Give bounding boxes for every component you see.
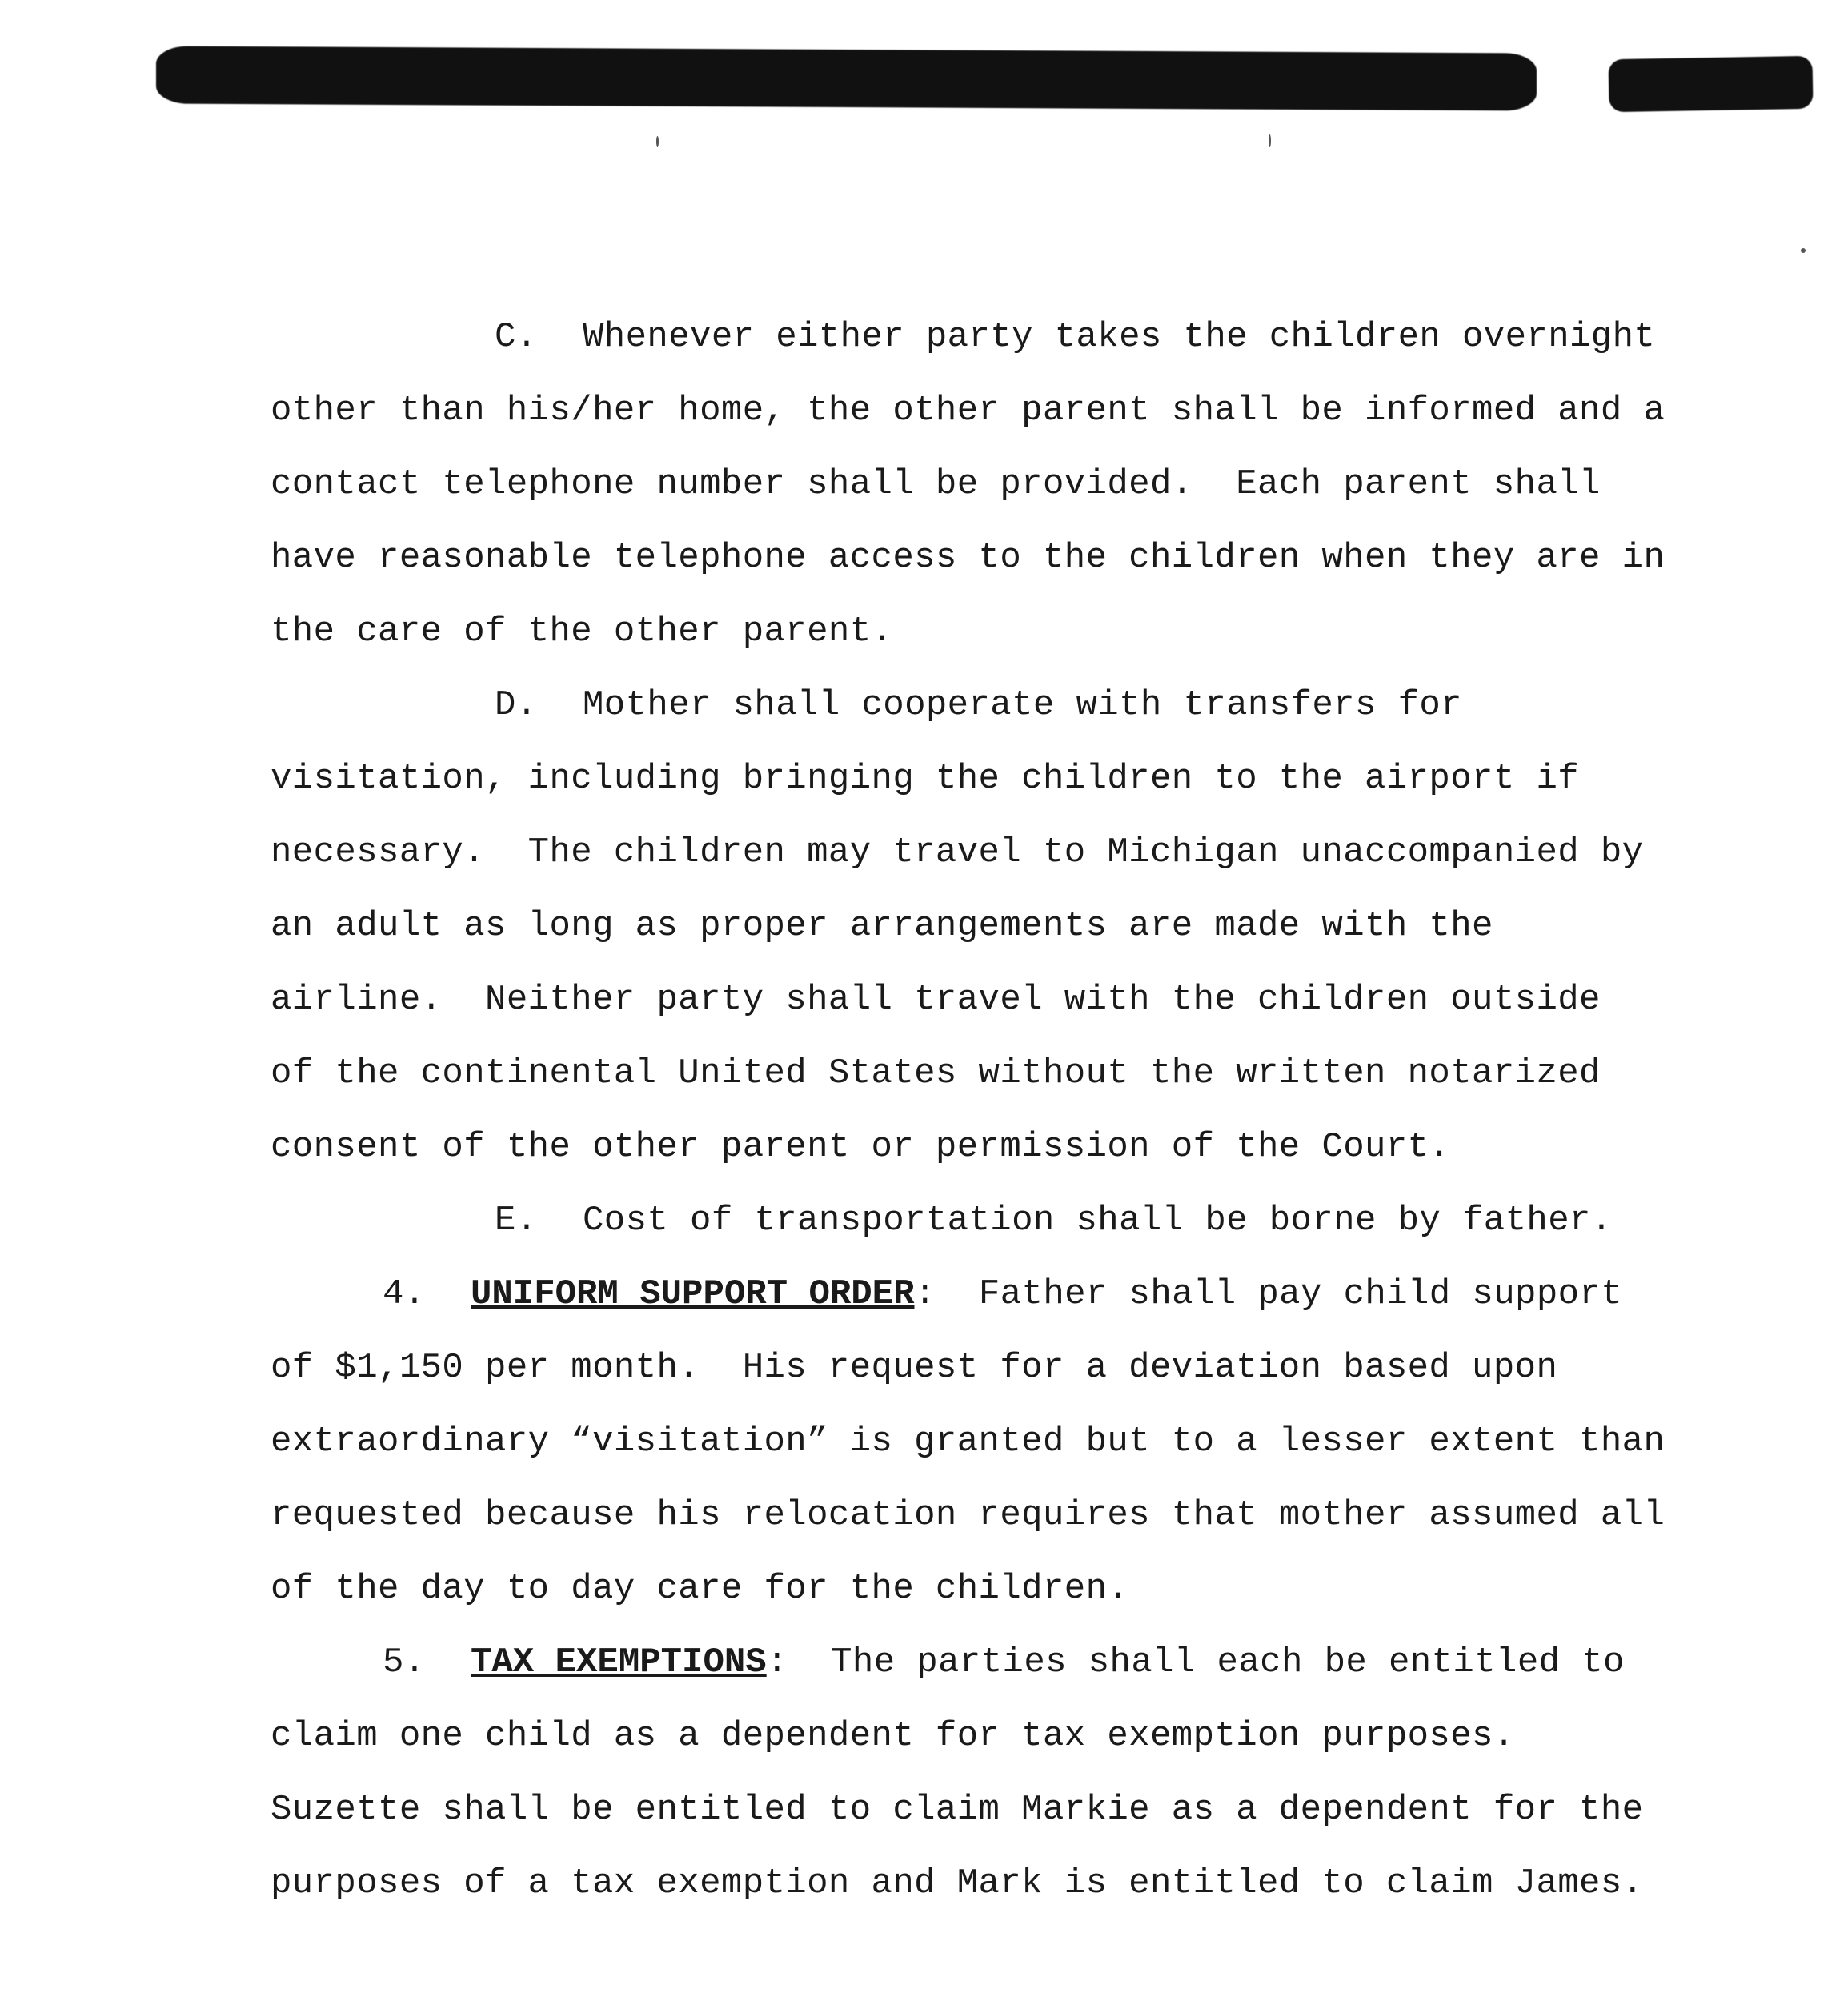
paragraph-d-line: airline. Neither party shall travel with the children outside (271, 980, 1601, 1020)
paragraph-d-first-line: D. Mother shall cooperate with transfers for (271, 668, 1759, 742)
section-4-heading: UNIFORM SUPPORT ORDER (471, 1274, 915, 1314)
paragraph-d-line: visitation, including bringing the children to the airport if (271, 759, 1580, 799)
section-5-line: claim one child as a dependent for tax exemption purposes. (271, 1716, 1515, 1756)
paragraph-c-first-line: C. Whenever either party takes the children overnight (271, 300, 1759, 374)
section-5-line: Suzette shall be entitled to claim Markie as a dependent for the (271, 1790, 1644, 1830)
section-4-number: 4. (383, 1274, 426, 1314)
paragraph-c-line: other than his/her home, the other parent shall be informed and a (271, 391, 1666, 431)
scan-speck (1801, 248, 1806, 253)
paragraph-c-line: have reasonable telephone access to the children when they are in (271, 538, 1666, 578)
redaction-bar-small (1608, 56, 1813, 112)
paragraph-c-line: contact telephone number shall be provided. Each parent shall (271, 464, 1601, 504)
section-4-first-line: 4. UNIFORM SUPPORT ORDER: Father shall pay child support (271, 1257, 1759, 1331)
paragraph-d-line: consent of the other parent or permission of the Court. (271, 1127, 1451, 1167)
section-5-number: 5. (383, 1642, 426, 1682)
paragraph-d-line: necessary. The children may travel to Michigan unaccompanied by (271, 832, 1644, 872)
section-5-heading: TAX EXEMPTIONS (471, 1642, 767, 1682)
paragraph-c-label: C. (495, 317, 538, 357)
redaction-bar (156, 46, 1537, 110)
paragraph-c-line: the care of the other parent. (271, 612, 893, 652)
section-4-line: requested because his relocation requires that mother assumed all (271, 1495, 1666, 1535)
paragraph-d-line: of the continental United States without the written notarized (271, 1053, 1601, 1093)
paragraph-e-line: E. Cost of transportation shall be borne by father. (271, 1184, 1759, 1257)
paragraph-d-line: an adult as long as proper arrangements are made with the (271, 906, 1493, 946)
section-4-line: extraordinary “visitation” is granted but to a lesser extent than (271, 1422, 1666, 1462)
section-4-line: of $1,150 per month. His request for a deviation based upon (271, 1348, 1558, 1388)
document-body (271, 300, 1759, 1920)
section-5-first-line: 5. TAX EXEMPTIONS: The parties shall each be entitled to (271, 1626, 1759, 1699)
section-5-line: purposes of a tax exemption and Mark is entitled to claim James. (271, 1863, 1644, 1903)
scan-speck (656, 136, 659, 147)
section-4-line: of the day to day care for the children. (271, 1569, 1129, 1609)
paragraph-e-label: E. (495, 1201, 538, 1241)
scan-speck (1269, 134, 1271, 147)
paragraph-d-label: D. (495, 685, 538, 725)
